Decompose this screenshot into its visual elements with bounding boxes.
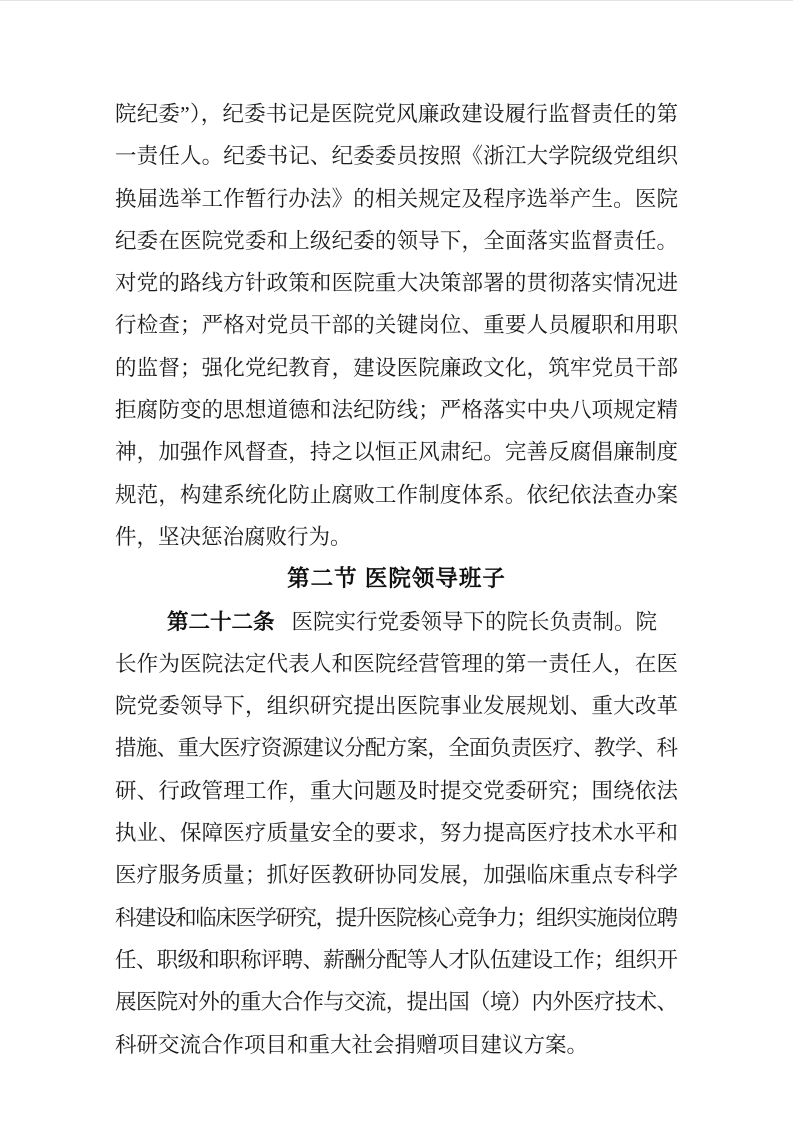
text-line: 的监督；强化党纪教育，建设医院廉政文化，筑牢党员干部	[115, 355, 679, 380]
text-line: 院纪委”），纪委书记是医院党风廉政建设履行监督责任的第	[115, 102, 679, 126]
text-line: 纪委在医院党委和上级纪委的领导下，全面落实监督责任。	[115, 228, 679, 253]
text-line: 院党委领导下，组织研究提出医院事业发展规划、重大改革	[115, 694, 679, 719]
text-line: 行检查；严格对党员干部的关键岗位、重要人员履职和用职	[115, 313, 679, 338]
page-content	[115, 93, 678, 1066]
article-number: 第二十二条	[167, 609, 275, 634]
text-line: 对党的路线方针政策和医院重大决策部署的贯彻落实情况进	[115, 271, 679, 296]
article-22-first-line	[115, 601, 678, 643]
text-line: 规范，构建系统化防止腐败工作制度体系。依纪依法查办案	[115, 482, 679, 507]
text-line: 医疗服务质量；抓好医教研协同发展，加强临床重点专科学	[115, 863, 679, 888]
text-line: 件，坚决惩治腐败行为。	[115, 524, 352, 549]
text-line: 科研交流合作项目和重大社会捐赠项目建议方案。	[115, 1032, 589, 1057]
text-line: 一责任人。纪委书记、纪委委员按照《浙江大学院级党组织	[115, 144, 679, 169]
text-line: 任、职级和职称评聘、薪酬分配等人才队伍建设工作；组织开	[115, 947, 678, 972]
article-22-first-line-text: 医院实行党委领导下的院长负责制。院	[291, 609, 658, 634]
paragraph-discipline-committee	[115, 93, 678, 558]
article-22-continuation-lines	[115, 643, 678, 1066]
paragraph-article-22	[115, 601, 678, 1066]
text-line: 神，加强作风督查，持之以恒正风肃纪。完善反腐倡廉制度	[115, 440, 679, 465]
text-line: 执业、保障医疗质量安全的要求，努力提高医疗技术水平和	[115, 821, 679, 846]
text-line: 科建设和临床医学研究，提升医院核心竞争力；组织实施岗位聘	[115, 905, 677, 930]
text-line: 拒腐防变的思想道德和法纪防线；严格落实中央八项规定精	[115, 398, 679, 423]
text-line: 展医院对外的重大合作与交流，提出国（境）内外医疗技术、	[115, 990, 678, 1015]
text-line: 换届选举工作暂行办法》的相关规定及程序选举产生。医院	[115, 186, 679, 211]
section-heading: 第二节 医院领导班子	[287, 566, 506, 592]
text-line: 研、行政管理工作，重大问题及时提交党委研究；围绕依法	[115, 778, 679, 803]
text-line: 长作为医院法定代表人和医院经营管理的第一责任人，在医	[115, 651, 679, 676]
text-line: 措施、重大医疗资源建议分配方案，全面负责医疗、教学、科	[115, 736, 678, 761]
